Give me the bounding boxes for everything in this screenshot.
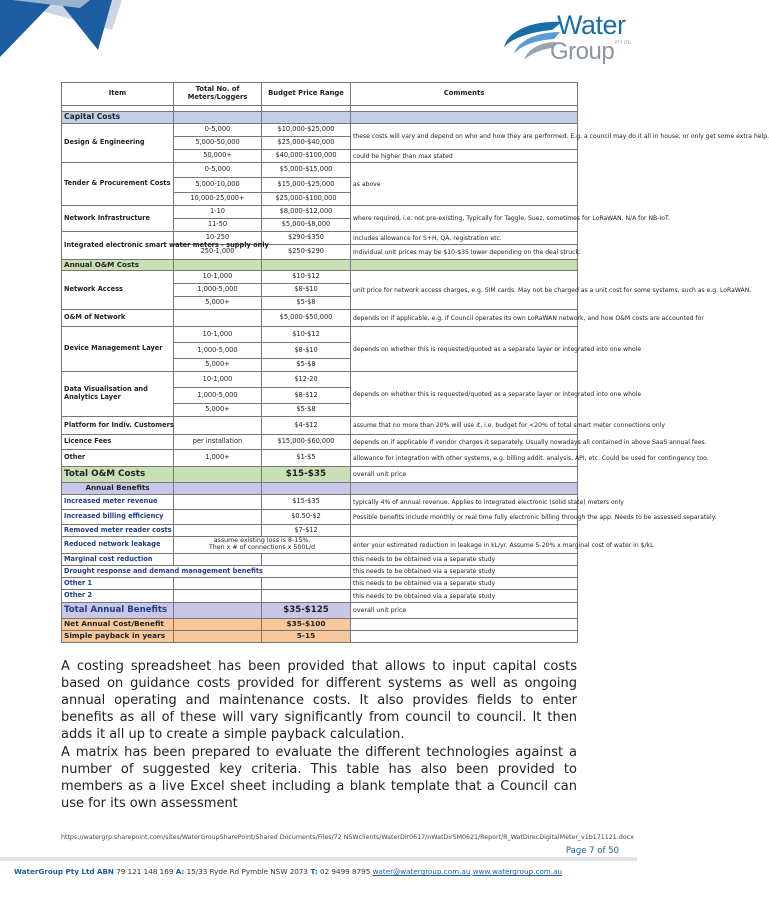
meters-cell: per installation [174,435,262,450]
body-paragraph-costing: A costing spreadsheet has been provided that allows to input capital costs based on guidance costs provided for different systems as well as ongoing annual operating and maintenance costs. It also provides fields to enter benefits as all of these will vary significantly from council to council. It then adds it all up to create a simple payback calculation. [61,659,577,742]
row-item: O&M of Network [62,310,174,327]
row-item: Net Annual Cost/Benefit [62,619,174,631]
comment-cell: depends on if applicable if vendor charges it separately. Usually nowadays all contained in above SaaS annual fees. [351,435,578,450]
price-cell: $15,000-$60,000 [262,435,351,450]
logo-pty-ltd: PTY LTD [615,40,631,45]
table-header-row [62,83,578,106]
table-row [62,495,578,510]
price-cell: $8-$10 [262,343,351,359]
row-item: Increased meter revenue [62,495,174,510]
price-cell: $25,000-$100,000 [262,193,351,206]
meters-cell: 11-50 [174,219,262,232]
footer-contact [14,867,562,876]
price-cell: $5,000-$15,000 [262,163,351,178]
footer-company: WaterGroup Pty Ltd [14,867,95,876]
price-cell: $5-$8 [262,297,351,310]
row-item: Total O&M Costs [62,467,174,483]
section-annual-om-costs [62,260,578,271]
table-row [62,525,578,537]
comment-cell: this needs to be obtained via a separate study [351,554,578,566]
meters-cell: 5,000+ [174,359,262,372]
price-cell: $250-$290 [262,245,351,260]
price-cell: $25,000-$40,000 [262,137,351,150]
price-cell: $15,000-$25,000 [262,178,351,193]
table-row [62,566,578,578]
table-row [62,372,578,388]
row-item: Network Infrastructure [62,206,174,232]
price-cell: $15-$35 [262,467,351,483]
price-cell: $10,000-$25,000 [262,124,351,137]
price-cell: $10-$12 [262,327,351,343]
footer-abn: 79 121 148 169 [116,867,174,876]
header-swoosh-graphic [0,0,150,58]
row-item: Integrated electronic smart water meters - supply only [62,232,174,260]
comment-cell: as above [351,163,578,206]
comment-cell: includes allowance for S+H, QA, registration etc. [351,232,578,245]
row-item: Drought response and demand management benefits [62,566,351,578]
table-row [62,578,578,590]
row-item: Increased billing efficiency [62,510,174,525]
footer-website-link[interactable]: www.watergroup.com.au [472,867,563,876]
comment-cell: where required, i.e. not pre-existing, Typically for Taggle, Suez, sometimes for LoRaWAN. N/A for NB-IoT. [351,206,578,232]
row-item: Other 1 [62,578,174,590]
section-title: Annual Benefits [62,483,174,495]
comment-cell: Possible benefits include monthly or real time fully electronic billing through the app. Needs to be assessed separately. [351,510,578,525]
col-header-budget: Budget Price Range [262,83,351,106]
meters-cell: 0-5,000 [174,124,262,137]
footer-divider [0,857,637,861]
meters-cell: 5,000-10,000 [174,178,262,193]
footer-address-label: A: [175,867,185,876]
comment-cell: unit price for network access charges, e.g. SIM cards. May not be charged as a unit cost for some systems, such as e.g. LoRaWAN. [351,271,578,310]
price-cell: $5-$8 [262,359,351,372]
leakage-note-line1: assume existing loss is 8-15%. [213,537,311,545]
row-item: Total Annual Benefits [62,603,174,619]
price-cell: $7-$12 [262,525,351,537]
comment-cell: allowance for integration with other systems, e.g. billing addit. analysis, API, etc. Could be used for contingency too. [351,450,578,467]
price-cell: 5-15 [262,631,351,643]
price-cell: $4-$12 [262,417,351,435]
price-cell: $290-$350 [262,232,351,245]
footer-email-link[interactable]: water@watergroup.com.au [372,867,471,876]
cost-benefit-table [61,82,769,643]
meters-cell: 10-250 [174,232,262,245]
row-item: Other [62,450,174,467]
price-cell: $40,000-$100,000 [262,150,351,163]
table-row [62,537,578,554]
comment-cell: depends on whether this is requested/quoted as a separate layer or integrated into one whole [351,327,578,372]
table-row [62,206,578,219]
total-annual-benefits-row [62,603,578,619]
section-annual-benefits [62,483,578,495]
row-item: Simple payback in years [62,631,174,643]
price-cell: $5,000-$8,000 [262,219,351,232]
price-cell: $5-$8 [262,404,351,417]
meters-cell: 0-5,000 [174,163,262,178]
row-item: Network Access [62,271,174,310]
net-annual-cost-benefit-row [62,619,578,631]
page-number: Page 7 of 50 [565,846,619,856]
meters-cell: 5,000+ [174,297,262,310]
comment-cell: typically 4% of annual revenue. Applies to integrated electronic (solid state) meters only [351,495,578,510]
row-item: Data Visualisation and Analytics Layer [62,372,174,417]
row-item: Licence Fees [62,435,174,450]
table-row [62,124,578,137]
document-path: https://watergrp.sharepoint.com/sites/WaterGroupSharePoint/Shared Documents/Files/72 NSWclients/WaterDir0617/nWatDirSM0621/Report/R_WatDirecDigitalMeter_v1b171121.docx [61,834,634,841]
row-item: Device Management Layer [62,327,174,372]
col-header-item: Item [62,83,174,106]
comment-cell: assume that no more than 20% will use it, i.e. budget for <20% of total smart meter connections only [351,417,578,435]
footer-address: 15/33 Ryde Rd Pymble NSW 2073 [186,867,309,876]
price-cell: $8-$12 [262,388,351,404]
footer-abn-label: ABN [96,867,114,876]
meters-cell: 5,000-50,000 [174,137,262,150]
section-title: Annual O&M Costs [62,260,174,271]
comment-cell: overall unit price [351,467,578,483]
meters-cell: 10,000-25,000+ [174,193,262,206]
table-row [62,417,578,435]
table-row [62,590,578,603]
row-item: Tender & Procurement Costs [62,163,174,206]
table-row [62,271,578,284]
comment-cell: Individual unit prices may be $10-$35 lower depending on the deal struck. [351,245,578,260]
comment-cell: could he higher than max stated [351,150,578,163]
row-item: Design & Engineering [62,124,174,163]
footer-phone: 02 9499 8795 [320,867,371,876]
meters-cell: 1-10 [174,206,262,219]
comment-cell: depends on whether this is requested/quoted as a separate layer or integrated into one whole [351,372,578,417]
meters-cell: 10-1,000 [174,372,262,388]
comment-cell: this needs to be obtained via a separate study [351,578,578,590]
meters-cell: 1,000-5,000 [174,388,262,404]
price-cell: $8,000-$12,000 [262,206,351,219]
row-item: Platform for Indiv. Customers [62,417,174,435]
total-om-costs-row [62,467,578,483]
col-header-comments: Comments [351,83,578,106]
logo-word-water: Water [557,10,626,40]
simple-payback-row [62,631,578,643]
table-row [62,435,578,450]
meters-cell: 10-1,000 [174,271,262,284]
section-title: Capital Costs [62,112,174,124]
price-cell: $5,000-$50,000 [262,310,351,327]
price-cell: $35-$125 [262,603,351,619]
comment-cell: this needs to be obtained via a separate study [351,590,578,603]
meters-cell: 5,000+ [174,404,262,417]
logo-word-group: Group [550,38,615,65]
row-item: Marginal cost reduction [62,554,174,566]
comment-cell: enter your estimated reduction in leakage in kL/yr. Assume 5-20% x marginal cost of water in $/kL [351,537,578,554]
body-paragraph-matrix: A matrix has been prepared to evaluate the different technologies against a number of suggested key criteria. This table has also been provided to members as a live Excel sheet including a blank template that a Council can use for its own assessment [61,745,577,811]
table-row [62,450,578,467]
table-row [62,232,578,245]
table-row [62,310,578,327]
price-cell: $35-$100 [262,619,351,631]
price-cell: $0.50-$2 [262,510,351,525]
meters-cell: 10-1,000 [174,327,262,343]
meters-cell: 1,000-5,000 [174,284,262,297]
meters-cell: 50,000+ [174,150,262,163]
watergroup-logo [492,8,632,70]
comment-cell: this needs to be obtained via a separate study [351,566,578,578]
meters-cell: 250-1,000 [174,245,262,260]
meters-cell: 1,000+ [174,450,262,467]
comment-cell: depends on if applicable, e.g. if Council operates its own LoRaWAN network, and how O&M costs are accounted for [351,310,578,327]
price-cell: $15-$35 [262,495,351,510]
row-item: Other 2 [62,590,174,603]
price-cell: $12-20 [262,372,351,388]
price-cell: $1-$5 [262,450,351,467]
leakage-note-cell [174,537,351,554]
row-item: Removed meter reader costs [62,525,174,537]
col-header-total: Total No. of Meters/Loggers [174,83,262,106]
table-row [62,554,578,566]
comment-cell: these costs will vary and depend on who and how they are performed. E.g. a council may do it all in house, or only get some extra help. [351,124,578,150]
price-cell: $10-$12 [262,271,351,284]
leakage-note-line2: Then x # of connections x 500L/d [208,544,316,551]
meters-cell: 1,000-5,000 [174,343,262,359]
table-row [62,327,578,343]
comment-cell: overall unit price [351,603,578,619]
table-row [62,163,578,178]
table-row [62,510,578,525]
price-cell: $8-$10 [262,284,351,297]
row-item: Reduced network leakage [62,537,174,554]
footer-phone-label: T: [310,867,318,876]
section-capital-costs [62,112,578,124]
